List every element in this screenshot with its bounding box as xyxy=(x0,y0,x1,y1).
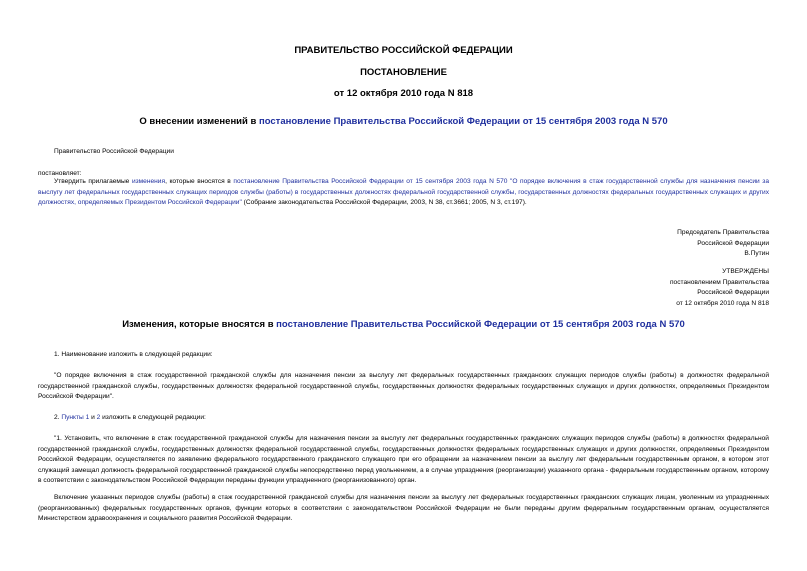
item2-and: и xyxy=(89,414,97,421)
item2-prefix: 2. xyxy=(54,414,62,421)
document-title xyxy=(0,116,807,127)
changes-title-link[interactable]: постановление Правительства Российской Федерации от 15 сентября 2003 года N 570 xyxy=(276,319,685,330)
signature-line1: Председатель Правительства xyxy=(677,229,769,236)
approve-part2: , которые вносятся в xyxy=(165,178,234,185)
approved-line4: от 12 октября 2010 года N 818 xyxy=(676,299,769,307)
changes-title-prefix: Изменения, которые вносятся в xyxy=(122,319,277,330)
document-date-number: от 12 октября 2010 года N 818 xyxy=(333,88,474,99)
item2-link-point1[interactable]: Пункты 1 xyxy=(61,414,90,421)
title-prefix: О внесении изменений в xyxy=(139,116,259,127)
government-heading: ПРАВИТЕЛЬСТВО РОССИЙСКОЙ ФЕДЕРАЦИИ xyxy=(294,45,513,56)
approved-line1: УТВЕРЖДЕНЫ xyxy=(722,268,769,275)
approve-paragraph xyxy=(38,177,769,209)
changes-title xyxy=(0,319,807,330)
approved-block xyxy=(670,267,769,309)
item2-heading xyxy=(54,413,206,424)
item2-text: "1. Установить, что включение в стаж государственной гражданской службы для назначения пенсии за выслугу лет федеральных государственных гражданских служащих периодов службы (работы) в должностях федеральной государственной гражданской службы, государственных должностях федеральной государственной службы, государственных должностях федеральных государственных служащих и других должностях, определяемых Президентом Российской Федерации, осуществляется по заявлению федерального государственного гражданского служащего при его обращении за назначением пенсии за выслугу лет федеральным государственным органом, в котором этот служащий замещал должность федеральной государственной гражданской службы непосредственно перед увольнением, а в случае упразднения (реорганизации) указанного органа - федеральным государственным органом, которому в соответствии с законодательством Российской Федерации переданы функции упраздненного (реорганизованного) орган. xyxy=(38,435,769,484)
approve-part1: Утвердить прилагаемые xyxy=(54,178,132,185)
signature-line3: В.Путин xyxy=(744,250,769,257)
item2-text2: Включение указанных периодов службы (работы) в стаж государственной гражданской службы для назначения пенсии за выслугу лет федеральных государственных гражданских служащих лицам, уволенным из упраздненных (реорганизованных) федеральных государственных органов, функции которых в соответствии с законодательством Российской Федерации не были переданы другим федеральным государственным органам, осуществляется Министерством здравоохранения и социального развития Российской Федерации. xyxy=(38,494,769,522)
item1-text: "О порядке включения в стаж государственной гражданской службы для назначения пенсии за выслугу лет федеральных государственных гражданских служащих периодов службы (работы) в должностях федеральной государственной гражданской службы, государственных должностях федеральной государственной службы, государственных должностях федеральных государственных служащих и других должностях, определяемых Президентом Российской Федерации". xyxy=(38,372,769,400)
decides-text: постановляет: xyxy=(38,170,82,177)
approve-part3: (Собрание законодательства Российской Федерации, 2003, N 38, ст.3661; 2005, N 3, ст.197). xyxy=(241,199,527,206)
approved-line3: Российской Федерации xyxy=(697,289,769,296)
item1-heading: 1. Наименование изложить в следующей редакции: xyxy=(54,351,213,358)
item2-link-point2[interactable]: 2 xyxy=(96,414,101,421)
approve-link-resolution[interactable]: постановление Правительства Российской Федерации от 15 сентября 2003 года N 570 "О порядке включения в стаж государственной службы для назначения пенсии за выслугу лет федеральных государственных служащих периодов службы (работы) в государственных должностях федеральной государственной службы, государственных должностях федеральных государственных служащих и других должностях, определяемых Президентом Российской Федерации" xyxy=(38,178,769,206)
document-type-heading: ПОСТАНОВЛЕНИЕ xyxy=(360,67,447,78)
signature-line2: Российской Федерации xyxy=(697,239,769,247)
item2-suffix: изложить в следующей редакции: xyxy=(100,414,206,421)
title-link[interactable]: постановление Правительства Российской Федерации от 15 сентября 2003 года N 570 xyxy=(258,116,668,127)
issuer-text: Правительство Российской Федерации xyxy=(54,148,174,155)
approved-line2: постановлением Правительства xyxy=(669,278,769,286)
signature-block xyxy=(677,228,769,260)
approve-link-changes[interactable]: изменения xyxy=(131,178,166,185)
